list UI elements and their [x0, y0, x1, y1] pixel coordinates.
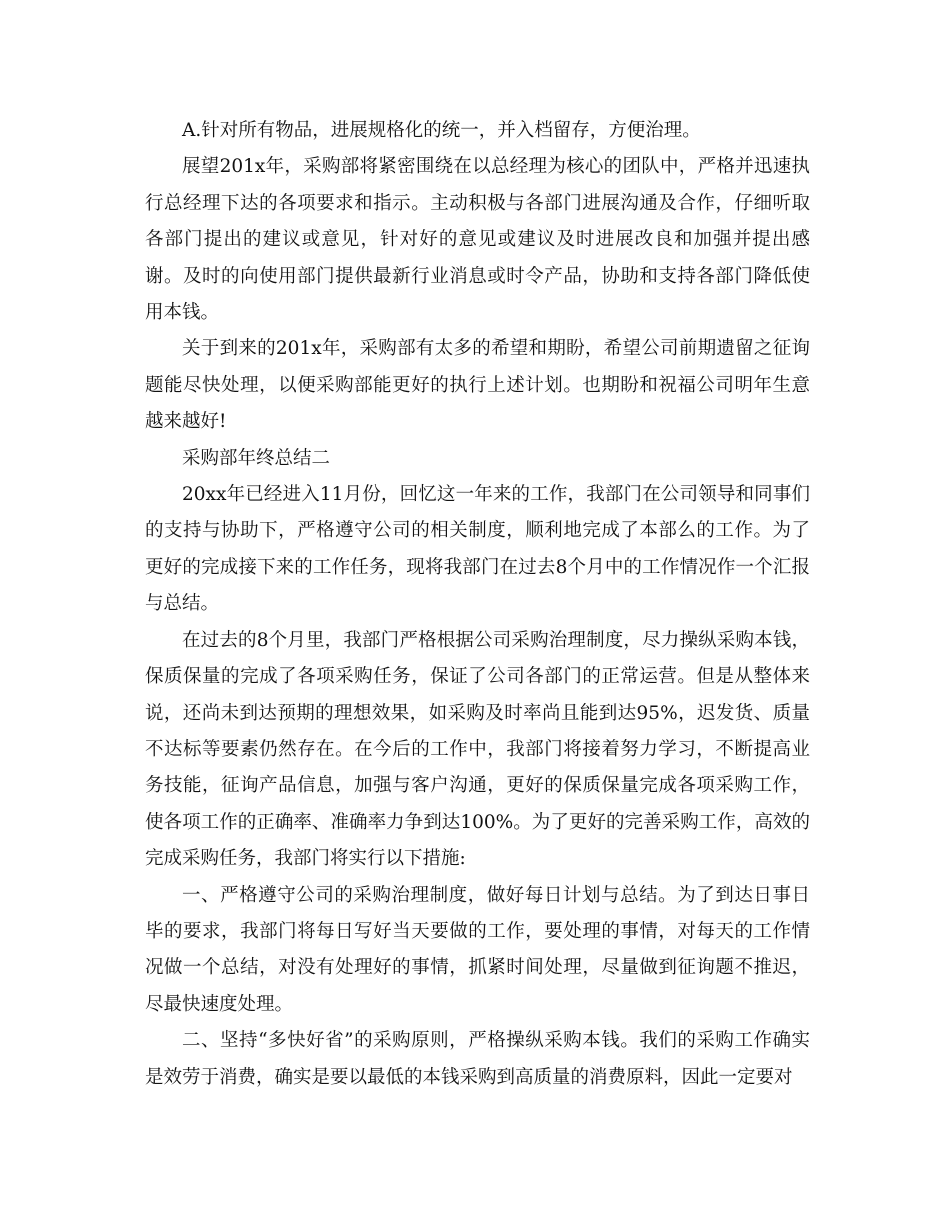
paragraph-measure-one: 一、严格遵守公司的采购治理制度，做好每日计划与总结。为了到达日事日毕的要求，我部门将每日写好当天要做的工作，要处理的事情，对每天的工作情况做一个总结，对没有处理好的事情，抓紧时间处理，尽量做到征询题不推迟，尽最快速度处理。: [145, 884, 810, 1015]
paragraph-measure-two: 二、坚持“多快好省”的采购原则，严格操纵采购本钱。我们的采购工作确实是效劳于消费，确实是要以最低的本钱采购到高质量的消费原料，因此一定要对: [145, 1030, 810, 1088]
paragraph-expectations: 关于到来的201x年，采购部有太多的希望和期盼，希望公司前期遗留之征询题能尽快处理，以便采购部能更好的执行上述计划。也期盼和祝福公司明年生意越来越好!: [145, 338, 810, 433]
section-heading: 采购部年终总结二: [182, 447, 331, 469]
document-body: [145, 113, 810, 1096]
paragraph-review: 20xx年已经进入11月份，回忆这一年来的工作，我部门在公司领导和同事们的支持与协助下，严格遵守公司的相关制度，顺利地完成了本部么的工作。为了更好的完成接下来的工作任务，现将我部门在过去8个月中的工作情况作一个汇报与总结。: [145, 484, 810, 615]
paragraph-item-a: A.针对所有物品，进展规格化的统一，并入档留存，方便治理。: [182, 120, 701, 141]
paragraph-past-months: 在过去的8个月里，我部门严格根据公司采购治理制度，尽力操纵采购本钱，保质保量的完成了各项采购任务，保证了公司各部门的正常运营。但是从整体来说，还尚未到达预期的理想效果，如采购及时率尚且能到达95%，迟发货、质量不达标等要素仍然存在。在今后的工作中，我部门将接着努力学习，不断提高业务技能，征询产品信息，加强与客户沟通，更好的保质保量完成各项采购工作，使各项工作的正确率、准确率力争到达100%。为了更好的完善采购工作，高效的完成采购任务，我部门将实行以下措施:: [145, 629, 810, 870]
paragraph-outlook: 展望201x年，采购部将紧密围绕在以总经理为核心的团队中，严格并迅速执行总经理下达的各项要求和指示。主动积极与各部门进展沟通及合作，仔细听取各部门提出的建议或意见，针对好的意见或建议及时进展改良和加强并提出感谢。及时的向使用部门提供最新行业消息或时令产品，协助和支持各部门降低使用本钱。: [145, 156, 810, 324]
